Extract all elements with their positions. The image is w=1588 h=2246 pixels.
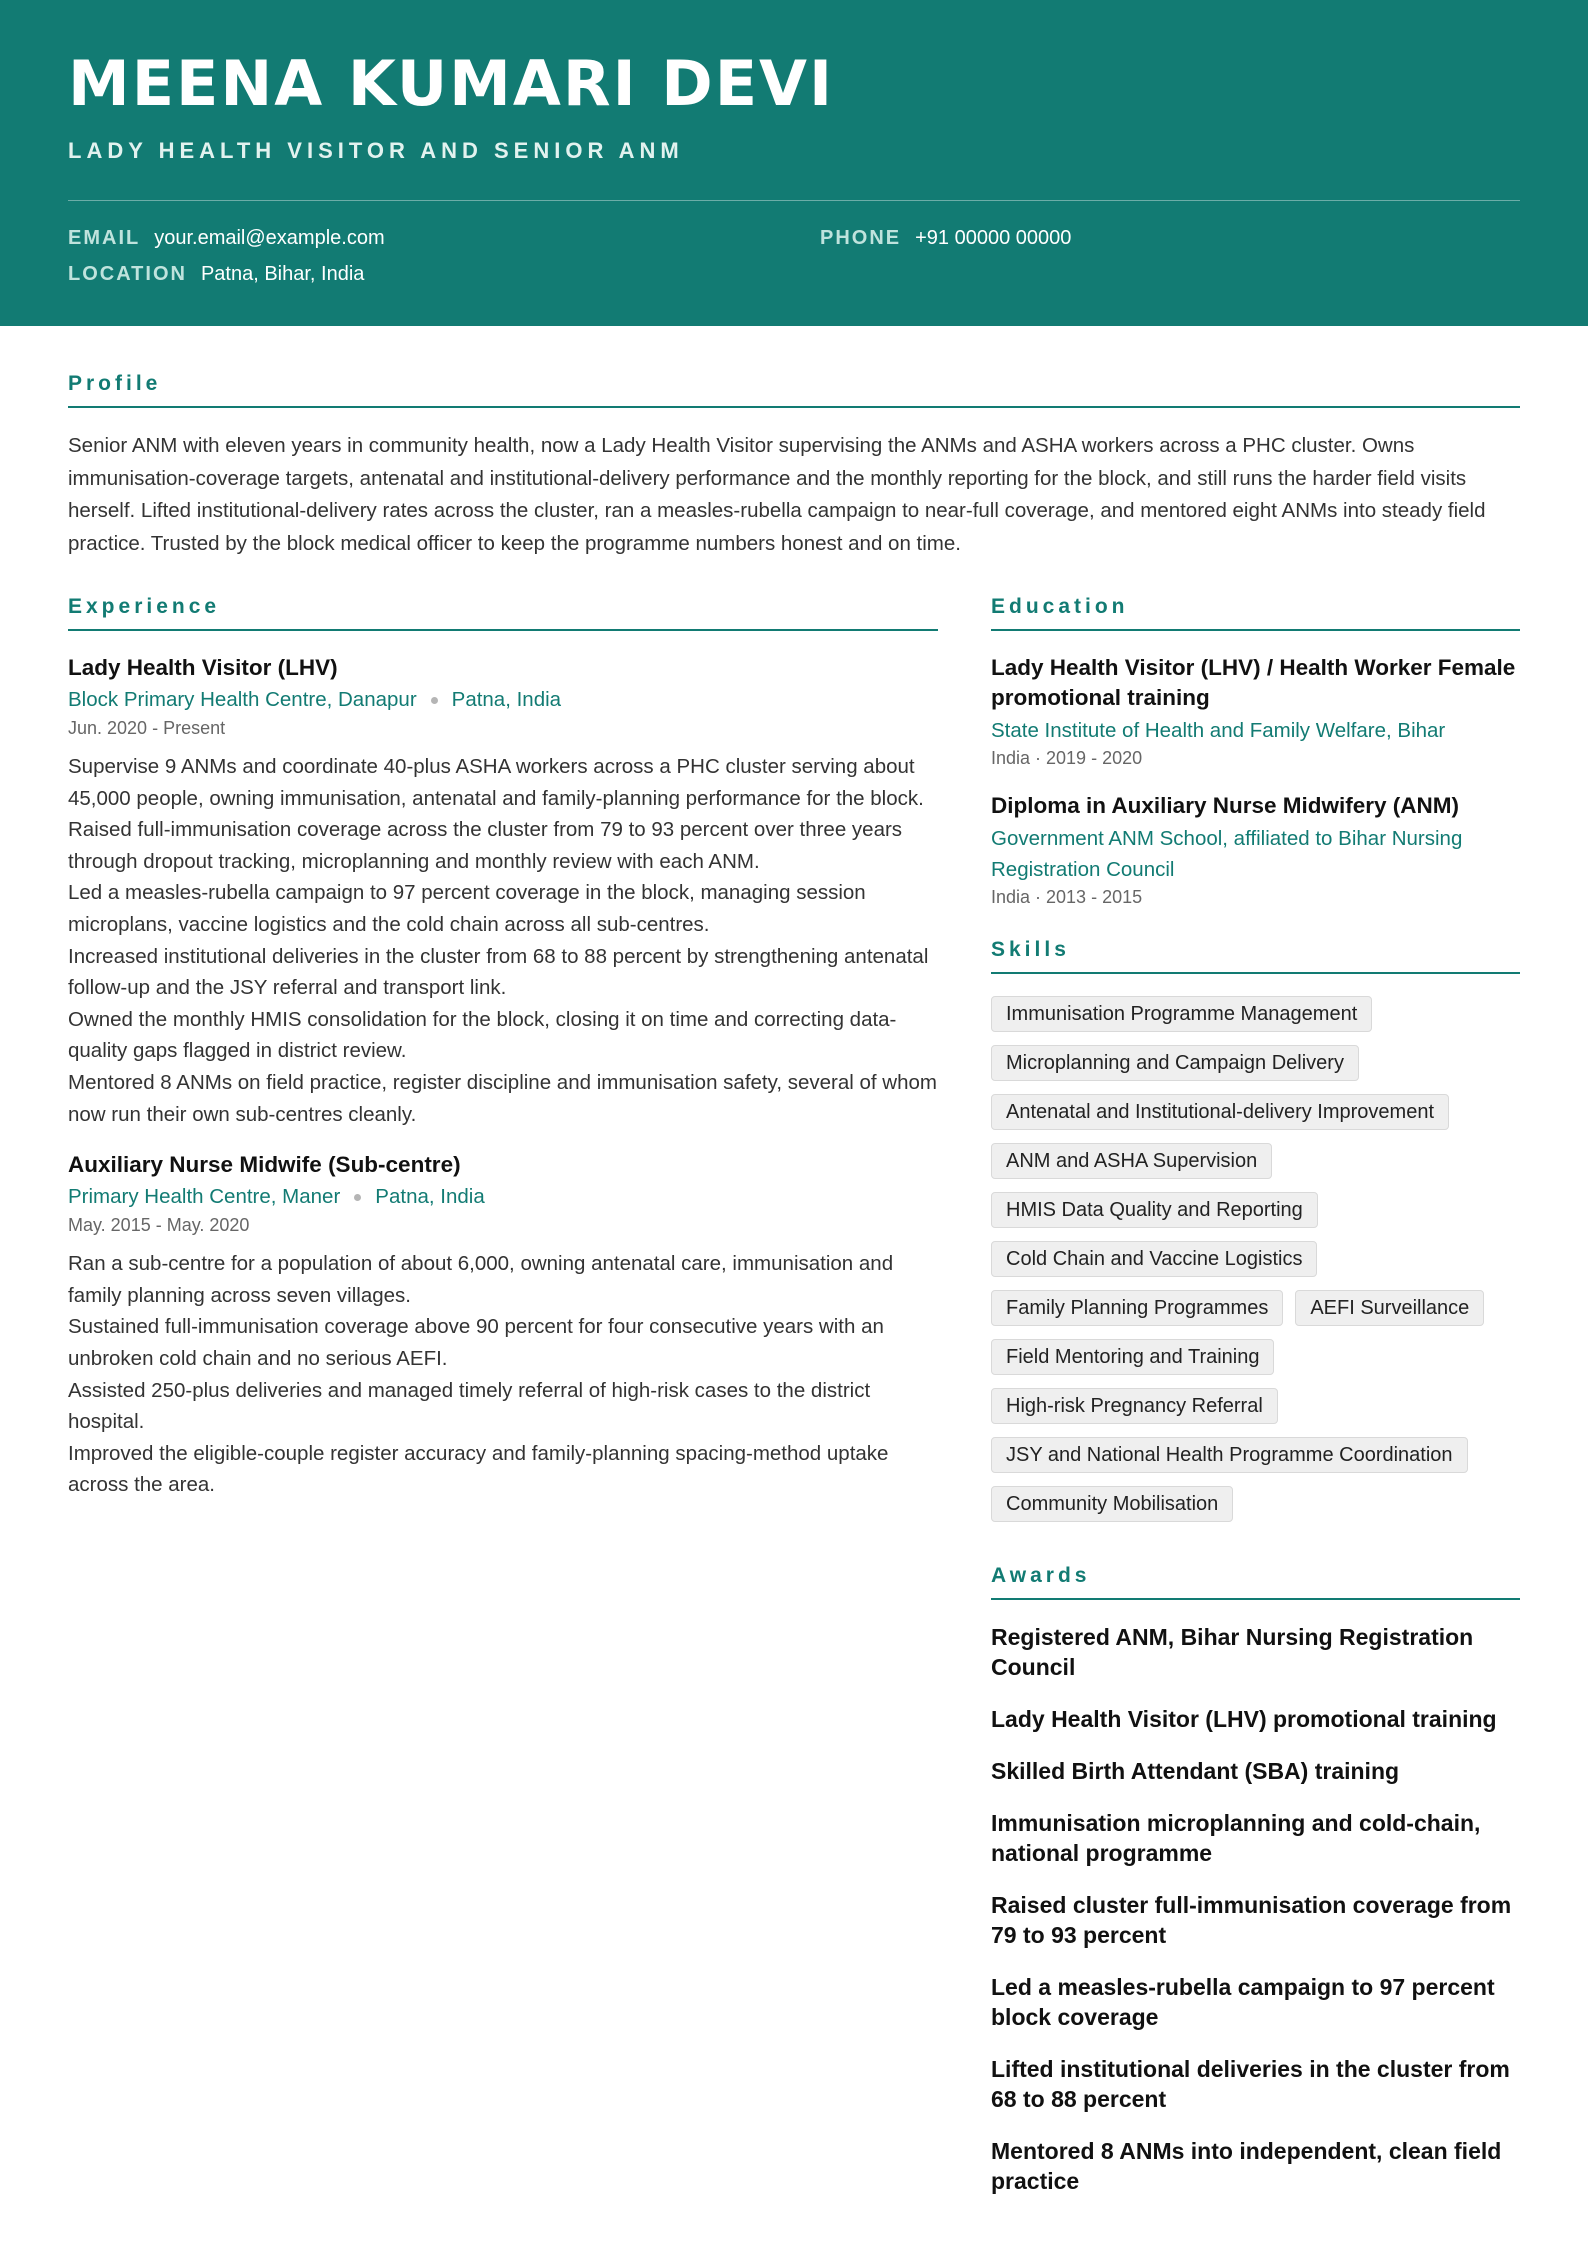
job-bullet: Improved the eligible-couple register accuracy and family-planning spacing-method uptake across the area. xyxy=(68,1441,889,1497)
education-degree: Lady Health Visitor (LHV) / Health Worker Female promotional training xyxy=(991,655,1516,710)
job-list xyxy=(68,653,938,1501)
resume-header xyxy=(0,0,1588,326)
education-heading: Education xyxy=(991,595,1520,631)
skill-chip: High-risk Pregnancy Referral xyxy=(991,1388,1278,1424)
award-item: Lady Health Visitor (LHV) promotional training xyxy=(991,1706,1497,1732)
job-title: Auxiliary Nurse Midwife (Sub-centre) xyxy=(68,1152,461,1178)
job-entry xyxy=(68,653,938,1130)
skill-chip: HMIS Data Quality and Reporting xyxy=(991,1192,1318,1228)
education-entry xyxy=(991,791,1520,908)
experience-section xyxy=(68,595,938,1501)
education-entry xyxy=(991,653,1520,769)
email-label: EMAIL xyxy=(68,227,141,249)
skill-chip: AEFI Surveillance xyxy=(1295,1290,1484,1326)
skill-chip: Cold Chain and Vaccine Logistics xyxy=(991,1241,1317,1277)
award-item: Registered ANM, Bihar Nursing Registration Council xyxy=(991,1624,1474,1680)
job-bullet: Mentored 8 ANMs on field practice, register discipline and immunisation safety, several of whom now run their own sub-centres cleanly. xyxy=(68,1070,937,1126)
skills-heading: Skills xyxy=(991,938,1520,974)
candidate-title: LADY HEALTH VISITOR AND SENIOR ANM xyxy=(68,138,684,163)
job-bullet: Ran a sub-centre for a population of about 6,000, owning antenatal care, immunisation and family planning across seven villages. xyxy=(68,1252,894,1307)
contact-email xyxy=(68,227,385,250)
education-meta: India · 2013 - 2015 xyxy=(991,887,1143,907)
skill-chip: Microplanning and Campaign Delivery xyxy=(991,1045,1359,1081)
job-location: Patna, India xyxy=(375,1185,485,1209)
job-organization: Primary Health Centre, Maner xyxy=(68,1185,341,1209)
education-school: State Institute of Health and Family Welfare, Bihar xyxy=(991,719,1446,742)
job-dates: May. 2015 - May. 2020 xyxy=(68,1215,250,1236)
skill-chip: Immunisation Programme Management xyxy=(991,996,1372,1032)
contact-location xyxy=(68,263,364,286)
email-value[interactable]: your.email@example.com xyxy=(154,227,385,249)
awards-heading: Awards xyxy=(991,1564,1520,1600)
separator-dot xyxy=(431,697,438,704)
location-value: Patna, Bihar, India xyxy=(200,263,365,285)
skill-chip: Family Planning Programmes xyxy=(991,1290,1283,1326)
award-item: Skilled Birth Attendant (SBA) training xyxy=(991,1758,1400,1784)
award-item: Lifted institutional deliveries in the cluster from 68 to 88 percent xyxy=(991,2056,1510,2112)
award-item: Raised cluster full-immunisation coverage from 79 to 93 percent xyxy=(991,1892,1512,1948)
profile-heading: Profile xyxy=(68,372,1520,408)
contact-info xyxy=(68,227,1520,307)
award-item: Mentored 8 ANMs into independent, clean field practice xyxy=(991,2138,1502,2194)
job-bullet: Assisted 250-plus deliveries and managed timely referral of high-risk cases to the district hospital. xyxy=(68,1378,871,1434)
job-entry xyxy=(68,1150,938,1501)
award-item: Led a measles-rubella campaign to 97 percent block coverage xyxy=(991,1974,1495,2030)
location-label: LOCATION xyxy=(68,263,187,285)
skill-chip: Field Mentoring and Training xyxy=(991,1339,1274,1375)
job-location: Patna, India xyxy=(451,688,562,711)
job-bullet: Led a measles-rubella campaign to 97 percent coverage in the block, managing session microplans, vaccine logistics and the cold chain across all sub-centres. xyxy=(68,881,866,936)
skills-section xyxy=(991,938,1520,1522)
education-section xyxy=(991,595,1520,908)
skill-chip: JSY and National Health Programme Coordination xyxy=(991,1437,1468,1473)
skill-chip: ANM and ASHA Supervision xyxy=(991,1143,1272,1179)
job-bullet: Increased institutional deliveries in the cluster from 68 to 88 percent by strengthening antenatal follow-up and the JSY referral and transport link. xyxy=(68,944,929,1000)
job-dates: Jun. 2020 - Present xyxy=(68,718,226,738)
contact-phone xyxy=(820,227,1071,250)
candidate-name: MEENA KUMARI DEVI xyxy=(68,47,835,120)
separator-dot xyxy=(354,1194,361,1201)
education-list xyxy=(991,653,1520,908)
job-organization: Block Primary Health Centre, Danapur xyxy=(68,688,417,711)
job-bullet: Owned the monthly HMIS consolidation for the block, closing it on time and correcting data-quality gaps flagged in district review. xyxy=(68,1007,897,1063)
header-divider xyxy=(68,200,1520,201)
award-item: Immunisation microplanning and cold-chain, national programme xyxy=(991,1810,1481,1866)
job-title: Lady Health Visitor (LHV) xyxy=(68,655,338,680)
awards-section xyxy=(991,1564,1520,2196)
experience-heading: Experience xyxy=(68,595,938,631)
phone-value[interactable]: +91 00000 00000 xyxy=(915,227,1072,249)
skills-list xyxy=(991,996,1520,1522)
education-degree: Diploma in Auxiliary Nurse Midwifery (ANM) xyxy=(991,793,1459,818)
phone-label: PHONE xyxy=(820,227,902,249)
awards-list xyxy=(991,1622,1520,2196)
skill-chip: Antenatal and Institutional-delivery Improvement xyxy=(991,1094,1449,1130)
profile-section xyxy=(68,372,1520,560)
job-organization-line xyxy=(68,686,938,714)
job-bullet: Raised full-immunisation coverage across the cluster from 79 to 93 percent over three years through dropout tracking, microplanning and monthly review with each ANM. xyxy=(68,818,903,873)
skill-chip: Community Mobilisation xyxy=(991,1486,1233,1522)
job-organization-line xyxy=(68,1183,938,1211)
education-school: Government ANM School, affiliated to Bihar Nursing Registration Council xyxy=(991,827,1463,881)
profile-summary: Senior ANM with eleven years in community health, now a Lady Health Visitor supervising the ANMs and ASHA workers across a PHC cluster. Owns immunisation-coverage targets, antenatal and institutional-delivery performance and the monthly reporting for the block, and still runs the harder field visits herself. Lifted institutional-delivery rates across the cluster, ran a measles-rubella campaign to near-full coverage, and mentored eight ANMs into steady field practice. Trusted by the block medical officer to keep the programme numbers honest and on time. xyxy=(68,434,1486,555)
job-bullet: Supervise 9 ANMs and coordinate 40-plus ASHA workers across a PHC cluster serving about 45,000 people, owning immunisation, antenatal and family-planning performance for the block. xyxy=(68,755,924,810)
education-meta: India · 2019 - 2020 xyxy=(991,748,1143,768)
right-column xyxy=(991,595,1520,2218)
job-bullet: Sustained full-immunisation coverage above 90 percent for four consecutive years with an unbroken cold chain and no serious AEFI. xyxy=(68,1315,884,1370)
